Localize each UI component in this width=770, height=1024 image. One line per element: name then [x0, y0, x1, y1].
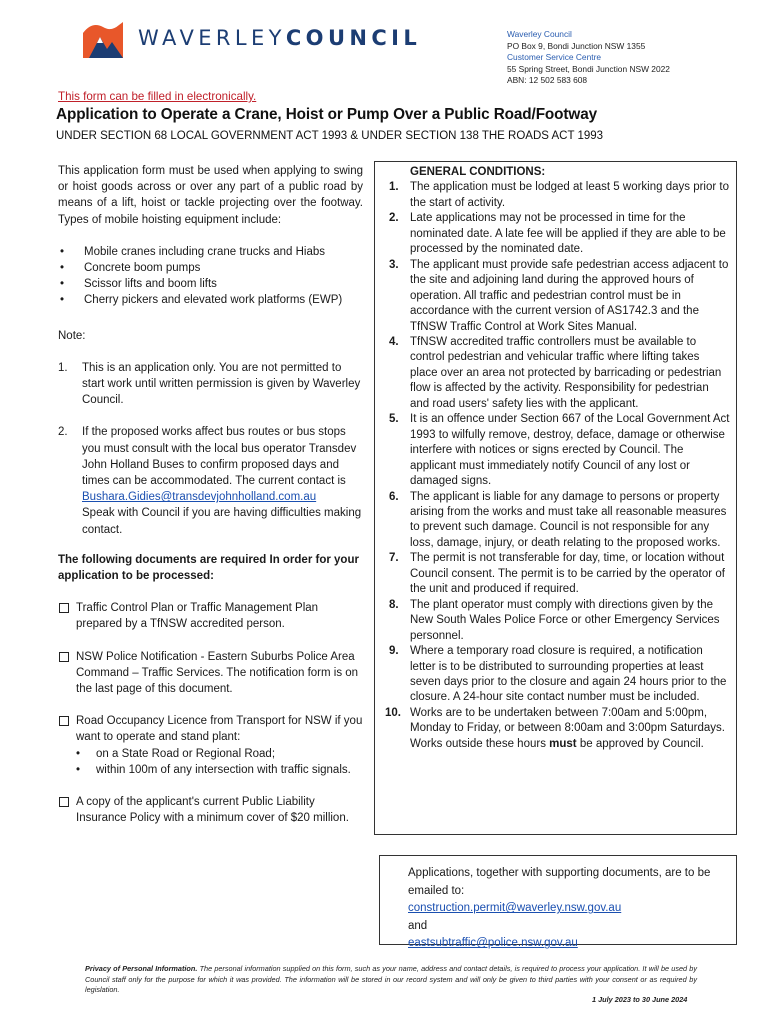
- condition-item: [389, 551, 730, 597]
- condition-number: 6.: [389, 490, 399, 503]
- condition-text: The applicant is liable for any damage to persons or property arising from the works and must take all reasonable measures to prevent such damage. Council is not responsible for any loss, damage, injury, or death relating to the proposed works.: [410, 490, 727, 549]
- logo-word-council: COUNCIL: [285, 25, 422, 50]
- documents-heading: The following documents are required In order for your application to be processed:: [58, 553, 359, 583]
- notes-list: [58, 360, 363, 538]
- condition-item: [389, 490, 730, 552]
- submission-box: [379, 855, 737, 950]
- condition-item: [389, 335, 730, 412]
- privacy-label: Privacy of Personal Information.: [85, 964, 198, 973]
- intro-paragraph: This application form must be used when applying to swing or hoist goods across or over any part of a public road by means of a lift, hoist or tackle projecting over the footway. Types of mobile hoisting equipment include:: [58, 165, 363, 226]
- construction-permit-email-link[interactable]: construction.permit@waverley.nsw.gov.au: [408, 902, 622, 915]
- condition-item: [389, 258, 730, 335]
- customer-service-centre: Customer Service Centre: [507, 52, 602, 63]
- note-text-after: Speak with Council if you are having difficulties making contact.: [82, 507, 362, 536]
- note-text: This is an application only. You are not permitted to start work until written permission is given by Waverley Council.: [82, 361, 361, 407]
- council-name: Waverley Council: [507, 29, 572, 39]
- condition-number: 10.: [385, 706, 401, 719]
- condition-number: 8.: [389, 598, 399, 611]
- note-number: 2.: [58, 426, 68, 439]
- condition-text: It is an offence under Section 667 of the Local Government Act 1993 to wilfully remove, destroy, deface, damage or otherwise interfere with notices or signs erected by Council. The applicant must immediately notify Council of any lost or damaged signs.: [410, 413, 730, 488]
- document-text: NSW Police Notification - Eastern Suburbs Police Area Command – Traffic Services. The notification form is on the last page of this document.: [76, 650, 359, 696]
- note-heading: Note:: [58, 329, 86, 342]
- condition-item: [385, 706, 730, 752]
- council-street-address: 55 Spring Street, Bondi Junction NSW 2022: [507, 63, 670, 74]
- document-text: Traffic Control Plan or Traffic Management Plan prepared by a TfNSW accredited person.: [76, 602, 319, 631]
- logo-word-waverley: WAVERLEY: [138, 25, 286, 50]
- document-text: A copy of the applicant's current Public Liability Insurance Policy with a minimum cover of $20 million.: [76, 796, 349, 825]
- note-text: If the proposed works affect bus routes or bus stops you must consult with the local bus operator Transdev John Holland Buses to confirm proposed days and times can be accommodated. The current contact is: [82, 426, 357, 488]
- condition-item: [389, 412, 730, 489]
- council-po-box: PO Box 9, Bondi Junction NSW 1355: [507, 40, 646, 51]
- condition-text: Where a temporary road closure is required, a notification letter is to be distributed to surrounding properties at least seven days prior to the closure and again 24 hours prior to the closure. A 24-hour site contact number must be included.: [410, 645, 727, 704]
- road-licence-conditions: [76, 746, 363, 778]
- condition-item: [389, 211, 730, 257]
- note-item: [58, 424, 363, 537]
- waverley-wave-logo-icon: [80, 16, 126, 60]
- condition-number: 5.: [389, 413, 399, 426]
- document-checkbox[interactable]: [59, 797, 69, 807]
- submission-text: Applications, together with supporting documents, are to be emailed to:: [408, 867, 711, 897]
- condition-text: The plant operator must comply with directions given by the New South Wales Police Force or other Emergency Services personnel.: [410, 598, 720, 642]
- general-conditions-heading: GENERAL CONDITIONS:: [410, 166, 546, 178]
- page-subtitle: UNDER SECTION 68 LOCAL GOVERNMENT ACT 1993 & UNDER SECTION 138 THE ROADS ACT 1993: [56, 130, 604, 142]
- document-checkbox[interactable]: [59, 716, 69, 726]
- electronic-fill-note: This form can be filled in electronically.: [58, 90, 257, 103]
- document-checklist-item: [58, 713, 363, 778]
- equipment-item: • Cherry pickers and elevated work platforms (EWP): [58, 292, 363, 308]
- road-licence-condition: • on a State Road or Regional Road;: [76, 746, 363, 762]
- equipment-item: • Mobile cranes including crane trucks and Hiabs: [58, 244, 363, 260]
- privacy-text: The personal information supplied on this form, such as your name, address and contact details, is required to process your application. It will be used by Council staff only for the purpose for which it was provided. The information will be stored in our record system and will only be given to third parties with your consent or as required by legislation.: [85, 964, 697, 995]
- police-traffic-email-link[interactable]: eastsubtraffic@police.nsw.gov.au: [408, 937, 578, 950]
- general-conditions-box: [374, 161, 737, 835]
- condition-item: [389, 598, 730, 644]
- condition-text: Works are to be undertaken between 7:00am and 5:00pm, Monday to Friday, or between 8:00am and 3:00pm Saturdays. Works outside these hours: [410, 706, 725, 750]
- council-abn: ABN: 12 502 583 608: [507, 75, 588, 86]
- page-title: Application to Operate a Crane, Hoist or Pump Over a Public Road/Footway: [56, 106, 598, 123]
- condition-number: 7.: [389, 552, 399, 565]
- council-logo: [80, 16, 421, 60]
- council-contact-block: [507, 29, 670, 87]
- condition-text-after: be approved by Council.: [579, 737, 704, 750]
- left-column: [58, 163, 363, 827]
- condition-text: The applicant must provide safe pedestrian access adjacent to the site and adjoining land during the approved hours of operation. All traffic and pedestrian control must be in accordance with the current version of AS1742.3 and the TfNSW Traffic Control at Work Sites Manual.: [410, 258, 729, 333]
- condition-number: 2.: [389, 212, 399, 225]
- note-number: 1.: [58, 361, 68, 374]
- validity-dates: 1 July 2023 to 30 June 2024: [592, 995, 688, 1004]
- condition-text: The permit is not transferable for day, time, or location without Council consent. The permit is to be carried by the operator of the unit and produced if required.: [410, 552, 725, 596]
- document-checklist-item: [58, 600, 363, 632]
- equipment-list: [58, 244, 363, 309]
- document-checklist-item: [58, 794, 363, 826]
- note-item: [58, 360, 363, 409]
- condition-text: TfNSW accredited traffic controllers must be available to control pedestrian and vehicular traffic where lifting takes place over an area not protected by barricading or pedestrian flow is affected by the activity. Responsibility for pedestrian and road users' safety lies with the applicant.: [410, 335, 722, 410]
- document-text: Road Occupancy Licence from Transport for NSW if you want to operate and stand plant:: [76, 715, 363, 744]
- submission-and: and: [408, 919, 428, 932]
- equipment-item: • Scissor lifts and boom lifts: [58, 276, 363, 292]
- condition-emphasis: must: [549, 737, 577, 750]
- condition-number: 3.: [389, 258, 399, 271]
- condition-text: Late applications may not be processed in time for the nominated date. A late fee will be applied if they are able to be processed by the nominated date.: [410, 212, 726, 256]
- condition-number: 1.: [389, 181, 399, 194]
- privacy-notice: [85, 964, 697, 996]
- condition-item: [389, 644, 730, 706]
- bus-contact-email-link[interactable]: Bushara.Gidies@transdevjohnholland.com.au: [82, 491, 317, 504]
- condition-text: The application must be lodged at least 5 working days prior to the start of activity.: [410, 181, 729, 209]
- condition-item: [389, 180, 730, 211]
- general-conditions-list: [385, 180, 730, 752]
- document-checklist-item: [58, 649, 363, 698]
- condition-number: 9.: [389, 645, 399, 658]
- logo-wordmark: [138, 25, 422, 50]
- document-checkbox[interactable]: [59, 603, 69, 613]
- road-licence-condition: • within 100m of any intersection with traffic signals.: [76, 762, 363, 778]
- equipment-item: • Concrete boom pumps: [58, 260, 363, 276]
- condition-number: 4.: [389, 335, 399, 348]
- document-checkbox[interactable]: [59, 652, 69, 662]
